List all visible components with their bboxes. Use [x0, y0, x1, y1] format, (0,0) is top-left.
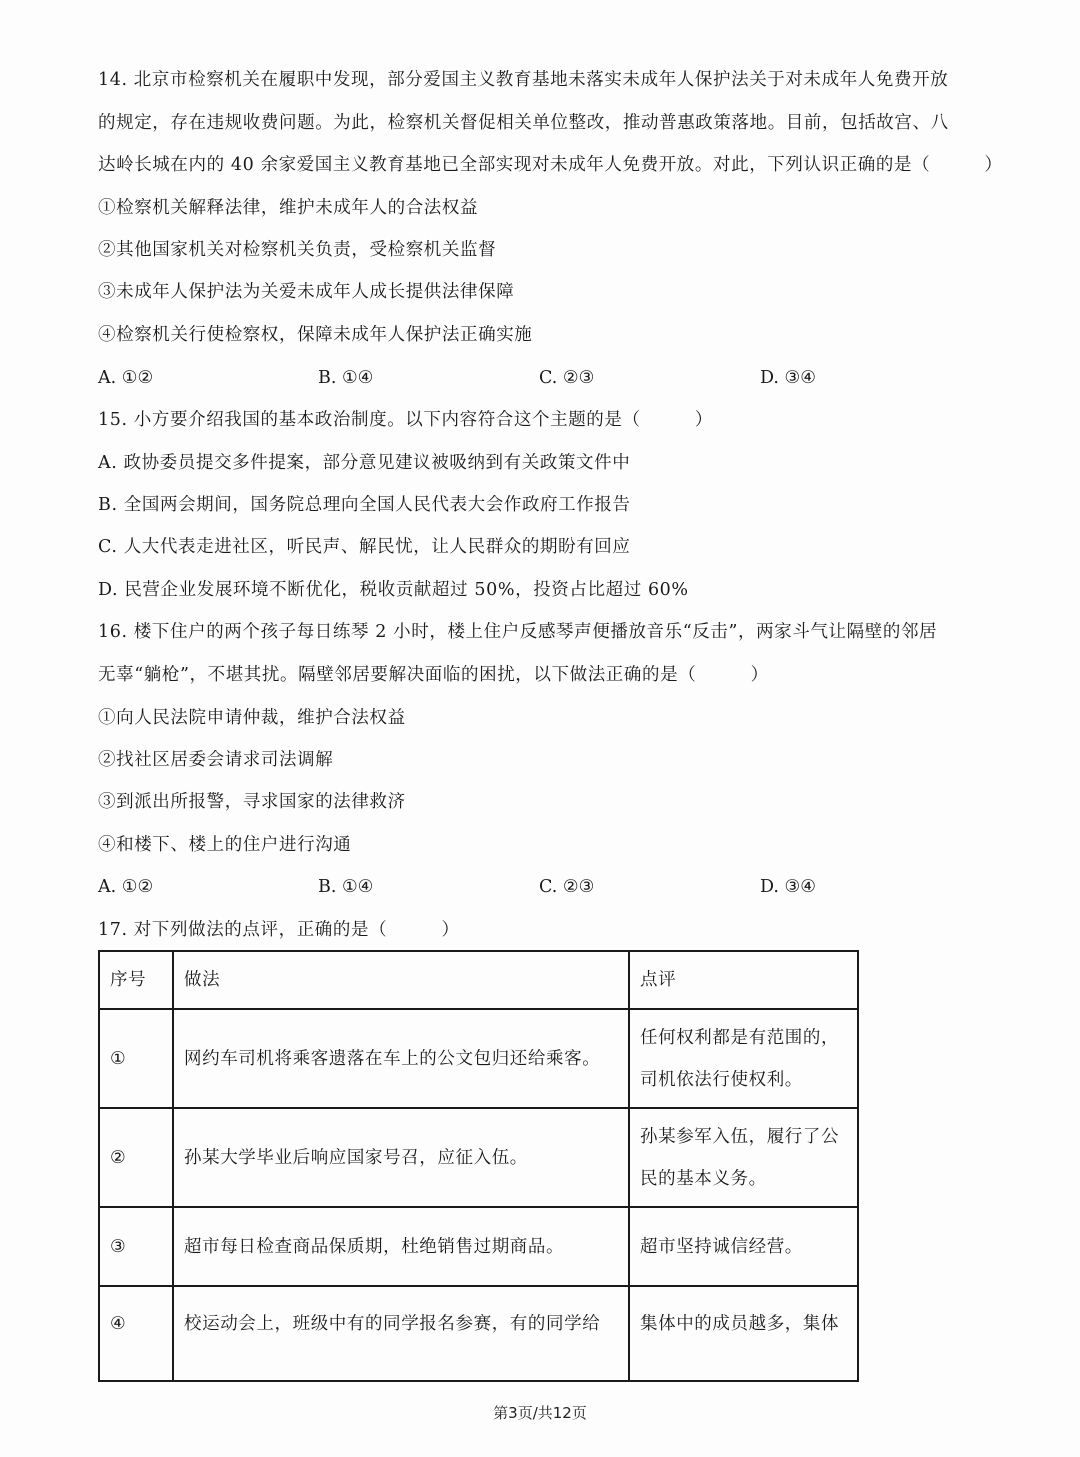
q14-option-c: C. ②③	[539, 368, 595, 388]
table-row	[99, 1207, 858, 1286]
row-comment-line: 司机依法行使权利。	[640, 1069, 803, 1090]
q14-option-d: D. ③④	[760, 368, 816, 388]
q15-option-c: C. 人大代表走进社区，听民声、解民忧，让人民群众的期盼有回应	[98, 537, 631, 557]
q14-stem-line-2: 的规定，存在违规收费问题。为此，检察机关督促相关单位整改，推动普惠政策落地。目前，包括故宫、八	[98, 113, 949, 133]
q15-option-d: D. 民营企业发展环境不断优化，税收贡献超过 50%，投资占比超过 60%	[98, 580, 689, 600]
row-comment-line: 民的基本义务。	[640, 1168, 767, 1189]
row-practice: 网约车司机将乘客遗落在车上的公文包归还给乘客。	[173, 1009, 629, 1108]
table-header-row	[99, 951, 858, 1009]
table-row	[99, 1286, 858, 1381]
header-number: 序号	[99, 951, 173, 1009]
q17-evaluation-table	[98, 950, 859, 1382]
q16-option-a: A. ①②	[98, 877, 154, 897]
q14-options	[98, 366, 998, 390]
header-comment: 点评	[629, 951, 858, 1009]
q14-stem-line-3: 达岭长城在内的 40 余家爱国主义教育基地已全部实现对未成年人免费开放。对此，下列认识正确的是（ ）	[98, 155, 1003, 175]
q16-option-d: D. ③④	[760, 877, 816, 897]
row-comment	[629, 1286, 858, 1381]
row-comment-line: 任何权利都是有范围的，	[640, 1027, 840, 1048]
q14-statement-4: ④检察机关行使检察权，保障未成年人保护法正确实施	[98, 325, 533, 345]
q15-option-b: B. 全国两会期间，国务院总理向全国人民代表大会作政府工作报告	[98, 495, 631, 515]
q16-statement-2: ②找社区居委会请求司法调解	[98, 750, 334, 770]
row-practice: 孙某大学毕业后响应国家号召，应征入伍。	[173, 1108, 629, 1207]
header-practice: 做法	[173, 951, 629, 1009]
row-comment	[629, 1009, 858, 1108]
row-comment	[629, 1108, 858, 1207]
q16-statement-3: ③到派出所报警，寻求国家的法律救济	[98, 792, 406, 812]
row-practice: 校运动会上，班级中有的同学报名参赛，有的同学给	[173, 1286, 629, 1381]
q17-stem: 17. 对下列做法的点评，正确的是（ ）	[98, 920, 460, 940]
q16-option-b: B. ①④	[318, 877, 374, 897]
row-comment-line: 孙某参军入伍，履行了公	[640, 1126, 840, 1147]
table-row	[99, 1108, 858, 1207]
q14-statement-3: ③未成年人保护法为关爱未成年人成长提供法律保障	[98, 282, 515, 302]
q15-option-a: A. 政协委员提交多件提案，部分意见建议被吸纳到有关政策文件中	[98, 453, 631, 473]
q16-statement-1: ①向人民法院申请仲裁，维护合法权益	[98, 708, 406, 728]
q14-stem-line-1: 14. 北京市检察机关在履职中发现，部分爱国主义教育基地未落实未成年人保护法关于对未成年人免费开放	[98, 70, 949, 90]
q14-statement-1: ①检察机关解释法律，维护未成年人的合法权益	[98, 198, 479, 218]
q16-option-c: C. ②③	[539, 877, 595, 897]
row-comment	[629, 1207, 858, 1286]
row-practice: 超市每日检查商品保质期，杜绝销售过期商品。	[173, 1207, 629, 1286]
row-number: ③	[99, 1207, 173, 1286]
table-row	[99, 1009, 858, 1108]
q15-stem: 15. 小方要介绍我国的基本政治制度。以下内容符合这个主题的是（ ）	[98, 410, 713, 430]
q16-stem-line-2: 无辜“躺枪”，不堪其扰。隔壁邻居要解决面临的困扰，以下做法正确的是（ ）	[98, 665, 769, 685]
row-comment-line: 超市坚持诚信经营。	[640, 1236, 803, 1257]
row-number: ①	[99, 1009, 173, 1108]
q16-stem-line-1: 16. 楼下住户的两个孩子每日练琴 2 小时，楼上住户反感琴声便播放音乐“反击”，两家斗气让隔壁的邻居	[98, 622, 938, 642]
row-comment-line: 集体中的成员越多，集体	[640, 1314, 840, 1334]
q16-options	[98, 875, 998, 899]
q14-option-a: A. ①②	[98, 368, 154, 388]
q14-option-b: B. ①④	[318, 368, 374, 388]
q14-statement-2: ②其他国家机关对检察机关负责，受检察机关监督	[98, 240, 497, 260]
row-number: ②	[99, 1108, 173, 1207]
page-number-footer: 第3页/共12页	[493, 1404, 587, 1422]
row-number: ④	[99, 1286, 173, 1381]
q16-statement-4: ④和楼下、楼上的住户进行沟通	[98, 835, 352, 855]
